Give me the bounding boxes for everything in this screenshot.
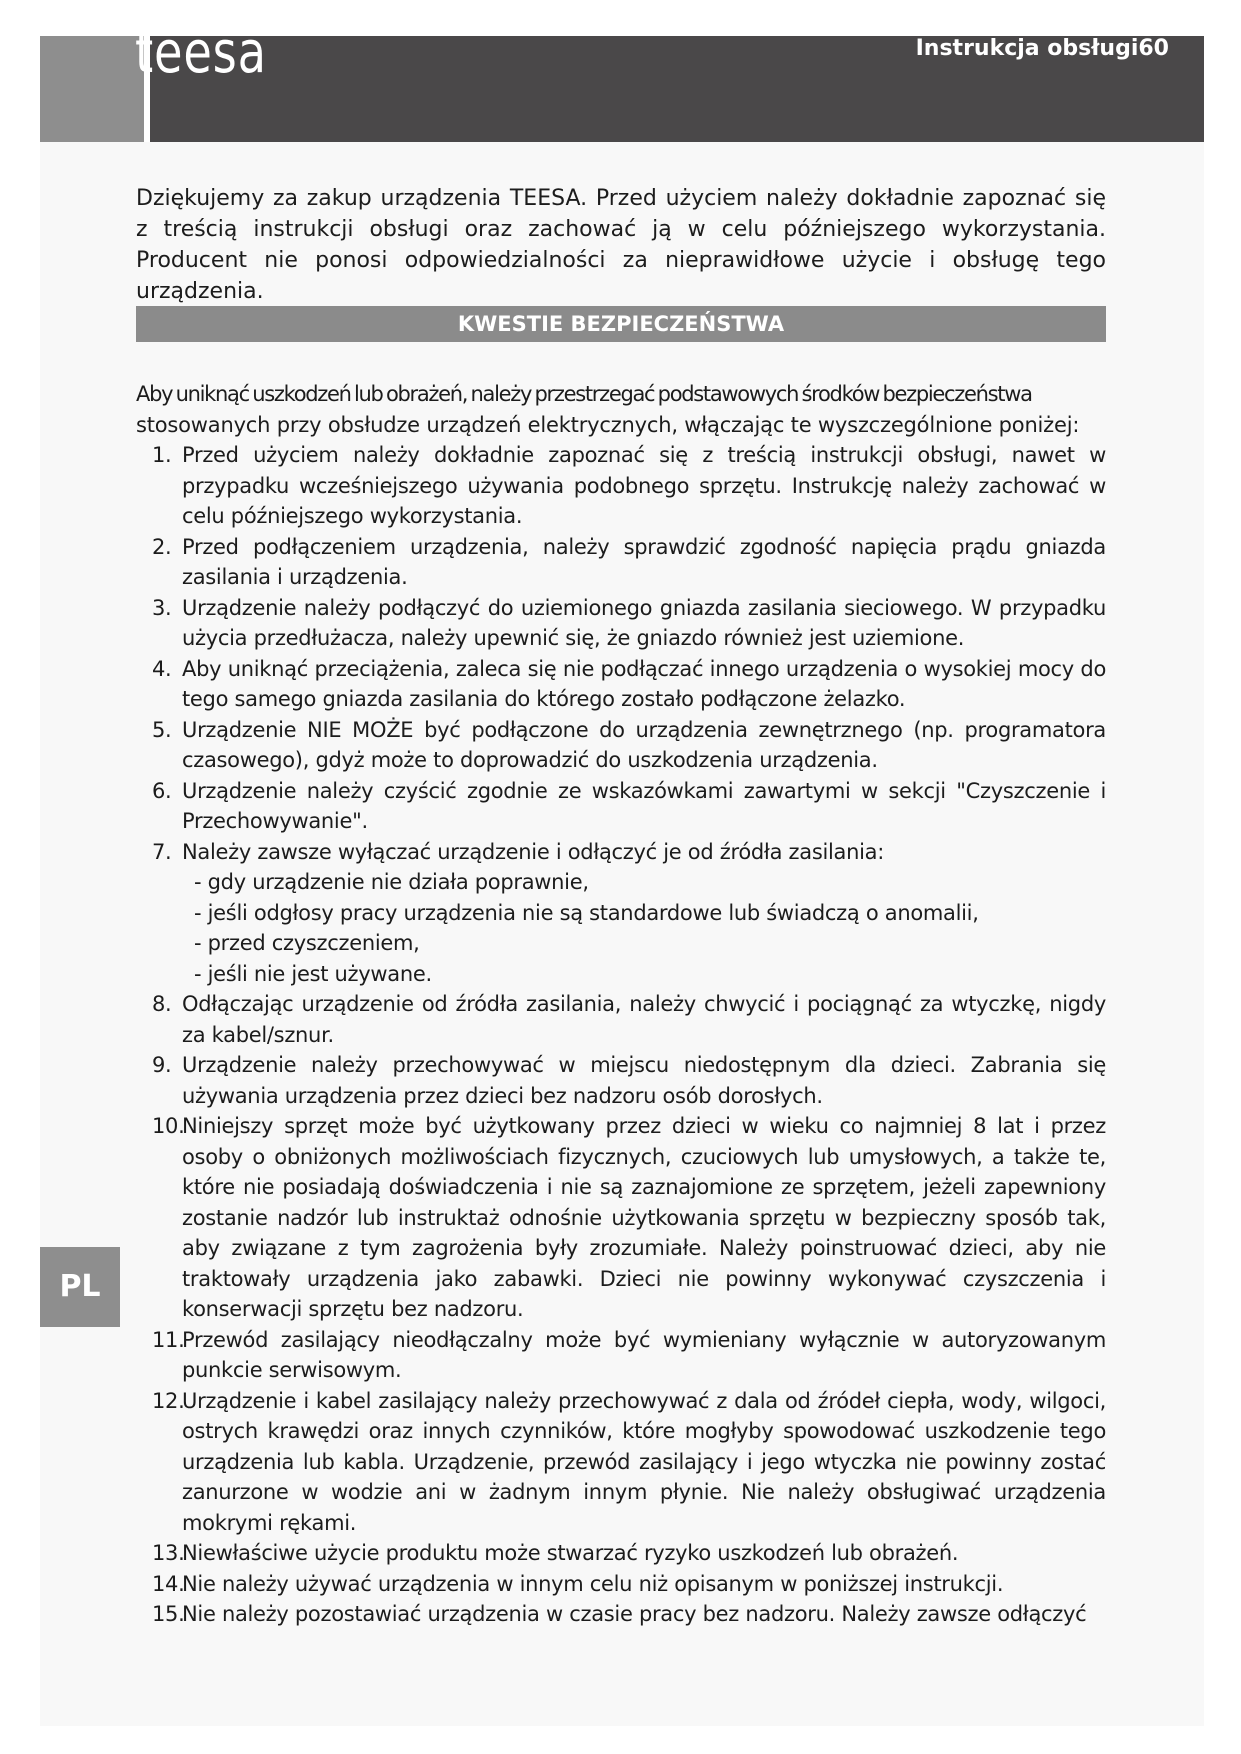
brand-logo-text: teesa <box>135 18 267 86</box>
list-item <box>136 989 1106 1050</box>
sub-item: - gdy urządzenie nie działa poprawnie, <box>194 870 589 894</box>
item-text: Aby uniknąć przeciążenia, zaleca się nie podłączać innego urządzenia o wysokiej mocy do tego samego gniazda zasilania do którego zostało podłączone żelazko. <box>182 656 1106 711</box>
sub-item: - przed czyszczeniem, <box>194 931 420 955</box>
list-item <box>136 776 1106 837</box>
lead-paragraph <box>136 379 1106 441</box>
item-number: 12. <box>152 1388 185 1413</box>
item-text: Nie należy pozostawiać urządzenia w czasie pracy bez nadzoru. Należy zawsze odłączyć <box>182 1602 1087 1626</box>
brand-logo <box>135 18 277 86</box>
item-number: 2. <box>152 534 172 559</box>
item-text: Niniejszy sprzęt może być użytkowany przez dzieci w wieku co najmniej 8 lat i przez osoby o obniżonych możliwościach fizycznych, czuciowych lub umysłowych, a także te, które nie posiadają doświadczenia i nie są zaznajomione ze sprzętem, jeżeli zapewniony zostanie nadzór lub instruktaż odnośnie użytkowania sprzętu w bezpieczny sposób tak, aby związane z tym zagrożenia były zrozumiałe. Należy poinstruować dzieci, aby nie traktowały urządzenia jako zabawki. Dzieci nie powinny wykonywać czyszczenia i konserwacji sprzętu bez nadzoru. <box>182 1114 1106 1321</box>
item-text: Przed podłączeniem urządzenia, należy sprawdzić zgodność napięcia prądu gniazda zasilania i urządzenia. <box>182 534 1106 589</box>
item-text: Należy zawsze wyłączać urządzenie i odłączyć je od źródła zasilania: <box>182 839 884 864</box>
item-text: Przed użyciem należy dokładnie zapoznać się z treścią instrukcji obsługi, nawet w przypadku wcześniejszego używania podobnego sprzętu. Instrukcję należy zachować w celu późniejszego wykorzystania. <box>182 443 1106 528</box>
list-item <box>136 1386 1106 1539</box>
list-item <box>136 715 1106 776</box>
list-item <box>136 837 1106 990</box>
list-item <box>136 532 1106 593</box>
sub-item: - jeśli nie jest używane. <box>194 961 432 986</box>
item-number: 15. <box>152 1602 185 1626</box>
sub-item: - jeśli odgłosy pracy urządzenia nie są standardowe lub świadczą o anomalii, <box>194 900 979 925</box>
header-left-block <box>40 36 144 142</box>
list-item <box>136 1538 1106 1569</box>
language-tab: PL <box>40 1247 120 1327</box>
list-item <box>136 654 1106 715</box>
item-text: Urządzenie należy czyścić zgodnie ze wskazówkami zawartymi w sekcji "Czyszczenie i Przechowywanie". <box>182 778 1106 833</box>
list-item <box>136 1325 1106 1386</box>
item-number: 11. <box>152 1327 185 1352</box>
item-number: 9. <box>152 1053 172 1077</box>
item-number: 14. <box>152 1571 185 1596</box>
item-text: Nie należy używać urządzenia w innym celu niż opisanym w poniższej instrukcji. <box>182 1571 1004 1596</box>
item-text: Odłączając urządzenie od źródła zasilania, należy chwycić i pociągnąć za wtyczkę, nigdy za kabel/sznur. <box>182 992 1106 1047</box>
item-number: 4. <box>152 656 172 681</box>
item-number: 1. <box>152 443 172 467</box>
lead-line-1: Aby uniknąć uszkodzeń lub obrażeń, należy przestrzegać podstawowych środków bezpieczeństwa <box>136 382 1032 406</box>
item-text: Urządzenie NIE MOŻE być podłączone do urządzenia zewnętrznego (np. programatora czasowego), gdyż może to doprowadzić do uszkodzenia urządzenia. <box>182 717 1106 772</box>
item-text: Niewłaściwe użycie produktu może stwarzać ryzyko uszkodzeń lub obrażeń. <box>182 1541 959 1565</box>
item-number: 5. <box>152 717 172 742</box>
item-number: 3. <box>152 595 172 620</box>
section-heading: KWESTIE BEZPIECZEŃSTWA <box>136 306 1106 342</box>
manual-title: Instrukcja obsługi60 <box>915 36 1169 61</box>
item-number: 13. <box>152 1541 185 1565</box>
item-number: 8. <box>152 992 172 1016</box>
item-number: 10. <box>152 1114 185 1138</box>
safety-rules-list <box>136 440 1106 1630</box>
item-text: Urządzenie i kabel zasilający należy przechowywać z dala od źródeł ciepła, wody, wilgoci, ostrych krawędzi oraz innych czynników, które mogłyby spowodować uszkodzenie tego urządzenia lub kabla. Urządzenie, przewód zasilający i jego wtyczka nie powinny zostać zanurzone w wodzie ani w żadnym innym płynie. Nie należy obsługiwać urządzenia mokrymi rękami. <box>182 1388 1106 1535</box>
list-item <box>136 1050 1106 1111</box>
list-item <box>136 1599 1106 1630</box>
list-item <box>136 1111 1106 1325</box>
item-text: Urządzenie należy podłączyć do uziemionego gniazda zasilania sieciowego. W przypadku użycia przedłużacza, należy upewnić się, że gniazdo również jest uziemione. <box>182 595 1106 650</box>
registered-mark: ® <box>266 16 278 31</box>
list-item <box>136 593 1106 654</box>
item-number: 7. <box>152 839 172 864</box>
intro-paragraph: Dziękujemy za zakup urządzenia TEESA. Przed użyciem należy dokładnie zapoznać się z treścią instrukcji obsługi oraz zachować ją w celu późniejszego wykorzystania. Producent nie ponosi odpowiedzialności za nieprawidłowe użycie i obsługę tego urządzenia. <box>136 186 1106 304</box>
list-item <box>136 440 1106 532</box>
item-text: Urządzenie należy przechowywać w miejscu niedostępnym dla dzieci. Zabrania się używania urządzenia przez dzieci bez nadzoru osób dorosłych. <box>182 1053 1106 1108</box>
item-text: Przewód zasilający nieodłączalny może być wymieniany wyłącznie w autoryzowanym punkcie serwisowym. <box>182 1327 1106 1382</box>
lead-line-2: stosowanych przy obsłudze urządzeń elektrycznych, włączając te wyszczególnione poniżej: <box>136 413 1080 437</box>
list-item <box>136 1569 1106 1600</box>
item-number: 6. <box>152 778 172 803</box>
